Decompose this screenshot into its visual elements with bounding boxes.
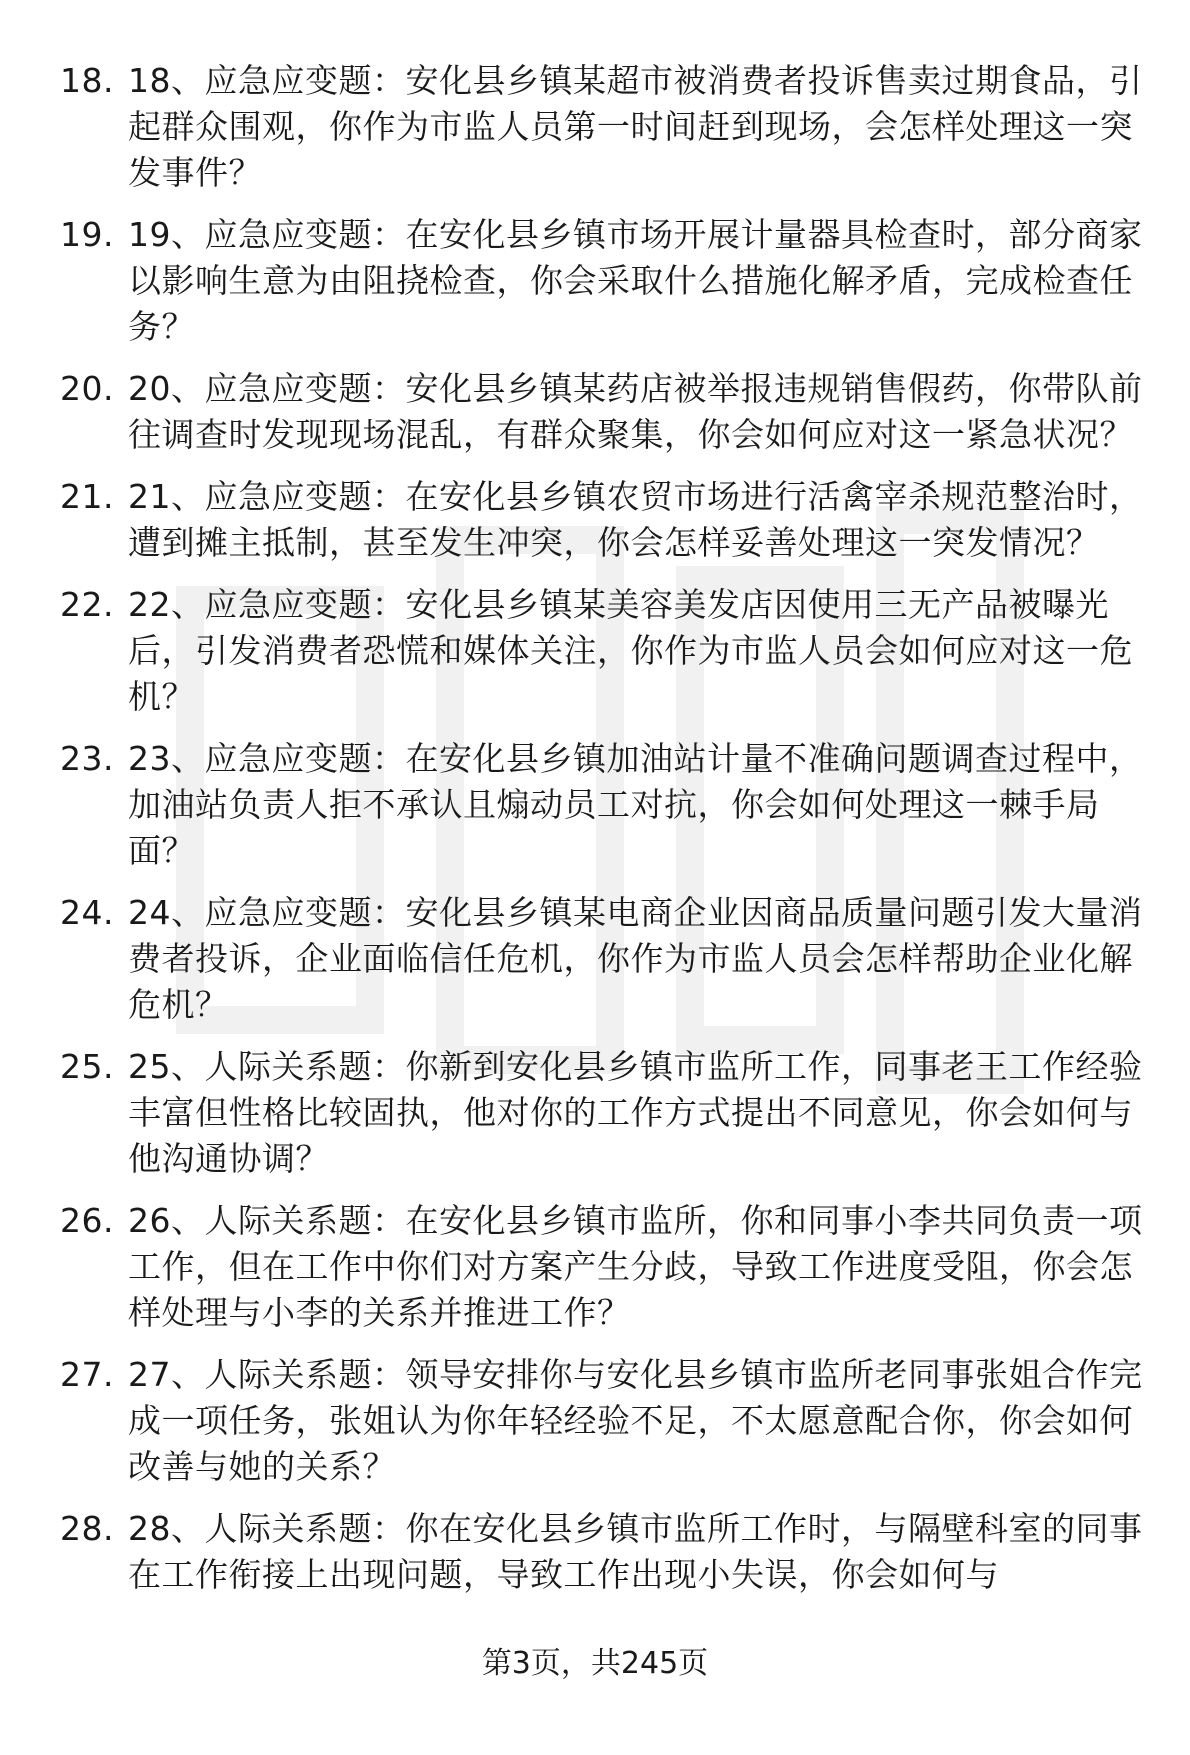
question-item xyxy=(60,736,1150,874)
question-number: 28. xyxy=(60,1509,114,1548)
question-text: 18、应急应变题：安化县乡镇某超市被消费者投诉售卖过期食品，引起群众围观，你作为市监人员第一时间赶到现场，会怎样处理这一突发事件？ xyxy=(128,61,1143,192)
question-number: 26. xyxy=(60,1201,114,1240)
question-number: 21. xyxy=(60,477,114,516)
question-text: 25、人际关系题：你新到安化县乡镇市监所工作，同事老王工作经验丰富但性格比较固执，他对你的工作方式提出不同意见，你会如何与他沟通协调？ xyxy=(128,1047,1143,1178)
question-item xyxy=(60,58,1150,196)
question-item xyxy=(60,1506,1150,1598)
question-text: 19、应急应变题：在安化县乡镇市场开展计量器具检查时，部分商家以影响生意为由阻挠检查，你会采取什么措施化解矛盾，完成检查任务？ xyxy=(128,215,1143,346)
question-text: 20、应急应变题：安化县乡镇某药店被举报违规销售假药，你带队前往调查时发现现场混乱，有群众聚集，你会如何应对这一紧急状况？ xyxy=(128,369,1143,454)
question-number: 23. xyxy=(60,739,114,778)
question-text: 21、应急应变题：在安化县乡镇农贸市场进行活禽宰杀规范整治时，遭到摊主抵制，甚至发生冲突，你会怎样妥善处理这一突发情况？ xyxy=(128,477,1143,562)
question-list xyxy=(60,58,1150,1614)
question-item xyxy=(60,890,1150,1028)
question-text: 23、应急应变题：在安化县乡镇加油站计量不准确问题调查过程中，加油站负责人拒不承认且煽动员工对抗，你会如何处理这一棘手局面？ xyxy=(128,739,1143,870)
page-footer: 第3页，共245页 xyxy=(481,1646,709,1681)
question-number: 22. xyxy=(60,585,114,624)
question-item xyxy=(60,1198,1150,1336)
question-number: 24. xyxy=(60,893,114,932)
question-item xyxy=(60,474,1150,566)
question-item xyxy=(60,212,1150,350)
question-text: 24、应急应变题：安化县乡镇某电商企业因商品质量问题引发大量消费者投诉，企业面临信任危机，你作为市监人员会怎样帮助企业化解危机？ xyxy=(128,893,1143,1024)
question-item xyxy=(60,366,1150,458)
question-text: 22、应急应变题：安化县乡镇某美容美发店因使用三无产品被曝光后，引发消费者恐慌和媒体关注，你作为市监人员会如何应对这一危机？ xyxy=(128,585,1133,716)
question-text: 27、人际关系题：领导安排你与安化县乡镇市监所老同事张姐合作完成一项任务，张姐认为你年轻经验不足，不太愿意配合你，你会如何改善与她的关系？ xyxy=(128,1355,1143,1486)
question-text: 26、人际关系题：在安化县乡镇市监所，你和同事小李共同负责一项工作，但在工作中你们对方案产生分歧，导致工作进度受阻，你会怎样处理与小李的关系并推进工作？ xyxy=(128,1201,1143,1332)
question-text: 28、人际关系题：你在安化县乡镇市监所工作时，与隔壁科室的同事在工作衔接上出现问题，导致工作出现小失误，你会如何与 xyxy=(128,1509,1143,1594)
question-number: 20. xyxy=(60,369,114,408)
question-item xyxy=(60,582,1150,720)
question-number: 25. xyxy=(60,1047,114,1086)
question-item xyxy=(60,1044,1150,1182)
question-item xyxy=(60,1352,1150,1490)
question-number: 19. xyxy=(60,215,114,254)
question-number: 27. xyxy=(60,1355,114,1394)
question-number: 18. xyxy=(60,61,114,100)
